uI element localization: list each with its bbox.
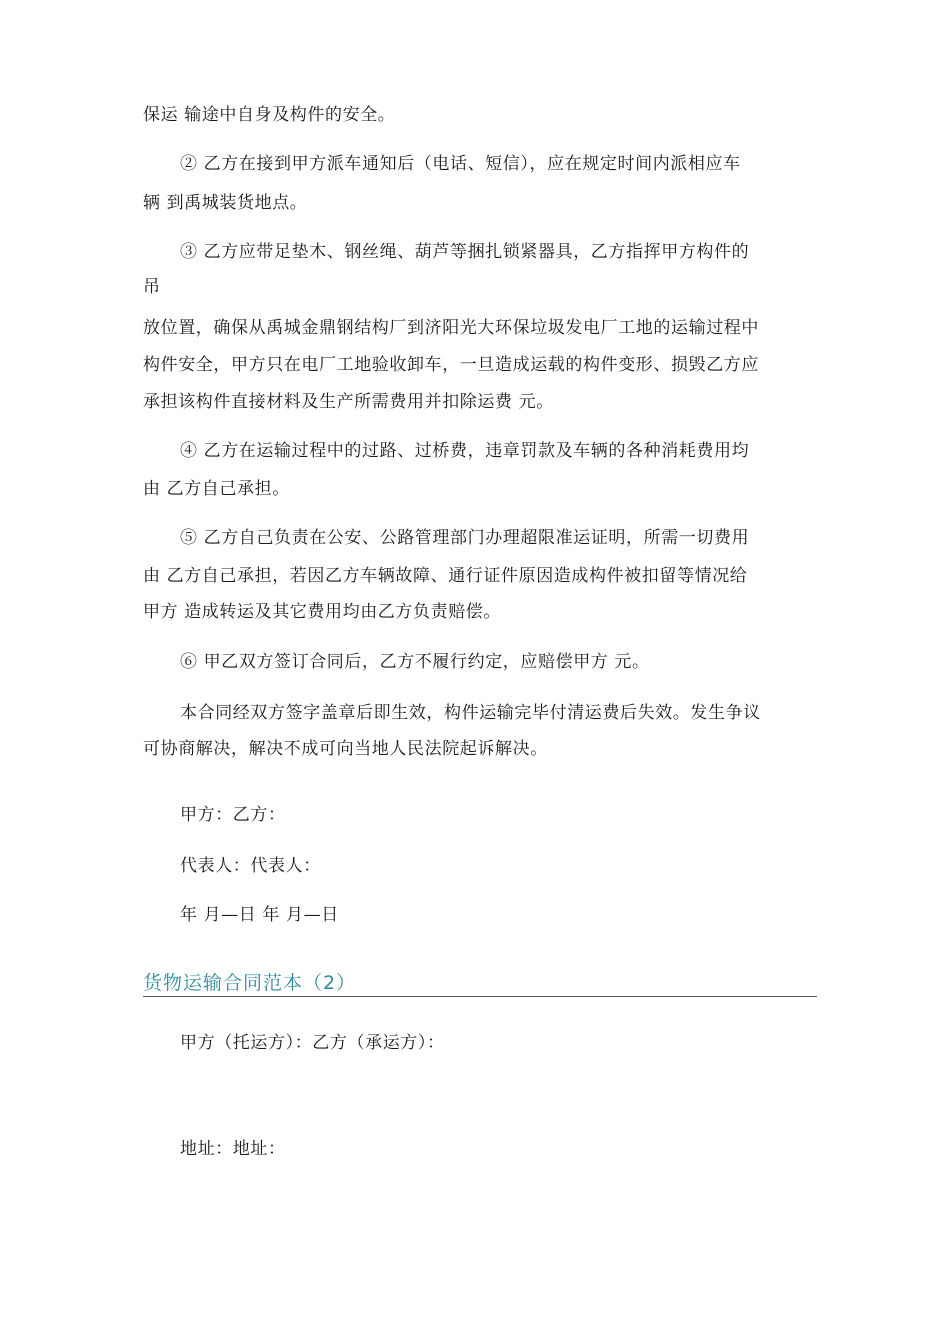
clause-3-line-2: 吊	[143, 277, 161, 297]
clause-5-line-2: 由 乙方自己承担，若因乙方车辆故障、通行证件原因造成构件被扣留等情况给	[143, 566, 748, 586]
signature-party: 甲方：乙方：	[180, 805, 286, 825]
clause-6-line: ⑥ 甲乙双方签订合同后，乙方不履行约定，应赔偿甲方 元。	[180, 652, 650, 672]
clause-3-line-5: 承担该构件直接材料及生产所需费用并扣除运费 元。	[143, 392, 554, 412]
clause-5-line-3: 甲方 造成转运及其它费用均由乙方负责赔偿。	[143, 602, 502, 622]
section2-parties: 甲方（托运方）：乙方（承运方）：	[180, 1033, 445, 1053]
clause-3-line-3: 放位置，确保从禹城金鼎钢结构厂到济阳光大环保垃圾发电厂工地的运输过程中	[143, 318, 759, 338]
closing-line-1: 本合同经双方签字盖章后即生效，构件运输完毕付清运费后失效。发生争议	[180, 703, 761, 723]
paragraph-line: 保运 输途中自身及构件的安全。	[143, 105, 396, 125]
section-heading	[143, 970, 817, 997]
clause-5-line-1: ⑤ 乙方自己负责在公安、公路管理部门办理超限准运证明，所需一切费用	[180, 528, 750, 548]
signature-date: 年 月—日 年 月—日	[180, 905, 339, 925]
signature-representative: 代表人：代表人：	[180, 856, 321, 876]
clause-2-line-2: 辆 到禹城装货地点。	[143, 193, 308, 213]
section2-address: 地址：地址：	[180, 1139, 286, 1159]
clause-3-line-4: 构件安全，甲方只在电厂工地验收卸车，一旦造成运载的构件变形、损毁乙方应	[143, 355, 759, 375]
closing-line-2: 可协商解决，解决不成可向当地人民法院起诉解决。	[143, 739, 548, 759]
clause-4-line-1: ④ 乙方在运输过程中的过路、过桥费，违章罚款及车辆的各种消耗费用均	[180, 441, 750, 461]
clause-2-line-1: ② 乙方在接到甲方派车通知后（电话、短信），应在规定时间内派相应车	[180, 154, 741, 174]
section-heading-text: 货物运输合同范本（2）	[143, 972, 357, 994]
clause-3-line-1: ③ 乙方应带足垫木、钢丝绳、葫芦等捆扎锁紧器具，乙方指挥甲方构件的	[180, 242, 750, 262]
clause-4-line-2: 由 乙方自己承担。	[143, 479, 290, 499]
